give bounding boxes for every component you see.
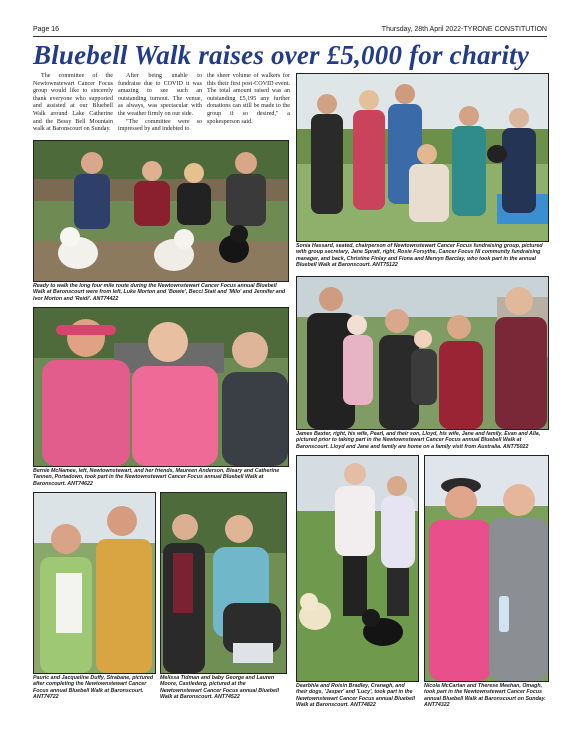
article-column-2 <box>118 73 202 134</box>
photo-two-women <box>424 455 549 682</box>
caption-couple: Pauric and Jacqueline Duffy, Strabane, pictured after completing the Newtownstewart Cancer Focus annual Bluebell Walk at Baronscourt. ANT74722 <box>33 675 154 701</box>
page-header <box>33 26 547 36</box>
photo-women-with-dogs <box>296 455 419 682</box>
article-paragraph: the sheer volume of walkers for this their first post-COVID event. The total amount raised was an outstanding £5,195 any further donations can still be made to the group if so desired," a spokesperson said. <box>207 73 290 125</box>
photo-three-women <box>33 307 289 467</box>
photo-committee-group <box>296 73 549 242</box>
caption-three-women: Bernie McNamee, left, Newtownstewart, and her friends, Maureen Anderson, Bleary and Catherine Tannen, Portadown, took part in the Newtownstewart Cancer Focus annual Bluebell Walk at Baronscourt. ANT74622 <box>33 468 280 487</box>
date-and-paper: Thursday, 28th April 2022-TYRONE CONSTITUTION <box>381 26 547 33</box>
photo-family <box>296 276 549 430</box>
article-paragraph: The committee of the Newtownstewart Cancer Focus group would like to sincerely thank everyone who supported and assisted at our Bluebell Walk around Lake Catherine and the Bessy Bell Mountain walk at Baronscourt on Sunday. <box>33 73 113 133</box>
photo-group-with-dogs <box>33 140 289 282</box>
headline: Bluebell Walk raises over £5,000 for charity <box>33 40 530 70</box>
article-column-1 <box>33 73 113 134</box>
header-rule <box>33 36 547 37</box>
caption-group-with-dogs: Ready to walk the long four mile route during the Newtownstewart Cancer Focus annual Bluebell Walk at Baronscourt were from left, Luke Morton and 'Bowie', Becci Stait and 'Milo' and Jennifer and Ivor Morton and 'Reidi'. ANT74422 <box>33 283 286 302</box>
article-column-3 <box>207 73 290 126</box>
article-paragraph: After being unable to fundraise due to COVID it was amazing to see such an outstanding turnout. The venue, as always, was spectacular with the weather firmly on our side. <box>118 73 202 117</box>
caption-women-with-dogs: Dearbhla and Roisin Bradley, Cranagh, and their dogs, 'Jasper' and 'Lucy', took part in the Newtownstewart Cancer Focus annual Bluebell Walk at Baronscourt. ANT74822 <box>296 683 415 709</box>
caption-family: James Baxter, right, his wife, Pearl, and their son, Lloyd, his wife, Jane and family, Evan and Alla, pictured prior to taking part in the Newtownstewart Cancer Focus annual Bluebell Walk at Baronscourt. Lloyd and Jane and family are home on a family visit from Australia. ANT75022 <box>296 431 541 450</box>
caption-mother-buggy: Melissa Tidman and baby George and Lauren Moore, Castlederg, pictured at the Newtownstewart Cancer Focus annual Bluebell Walk at Baronscourt. ANT74522 <box>160 675 279 701</box>
page-number: Page 16 <box>33 26 60 33</box>
caption-committee-group: Sonia Hassard, seated, chairperson of Newtownstewart Cancer Focus fundraising group, pictured with group secretary, Jane Spratt, right, Rosie Forsythe, Cancer Focus NI community fundraising manager, and back, Christine Finlay and Fiona and Mervyn Barclay, who took part in the annual Bluebell Walk at Baronscourt. ANT75122 <box>296 243 543 269</box>
photo-mother-buggy <box>160 492 287 674</box>
photo-couple <box>33 492 156 674</box>
article-paragraph: "The committee were so impressed by and indebted to <box>118 118 202 133</box>
caption-two-women: Nicola McCartan and Therese Meehan, Omagh, took part in the Newtownstewart Cancer Focus annual Bluebell Walk at Baronscourt on Sunday. ANT74322 <box>424 683 546 709</box>
